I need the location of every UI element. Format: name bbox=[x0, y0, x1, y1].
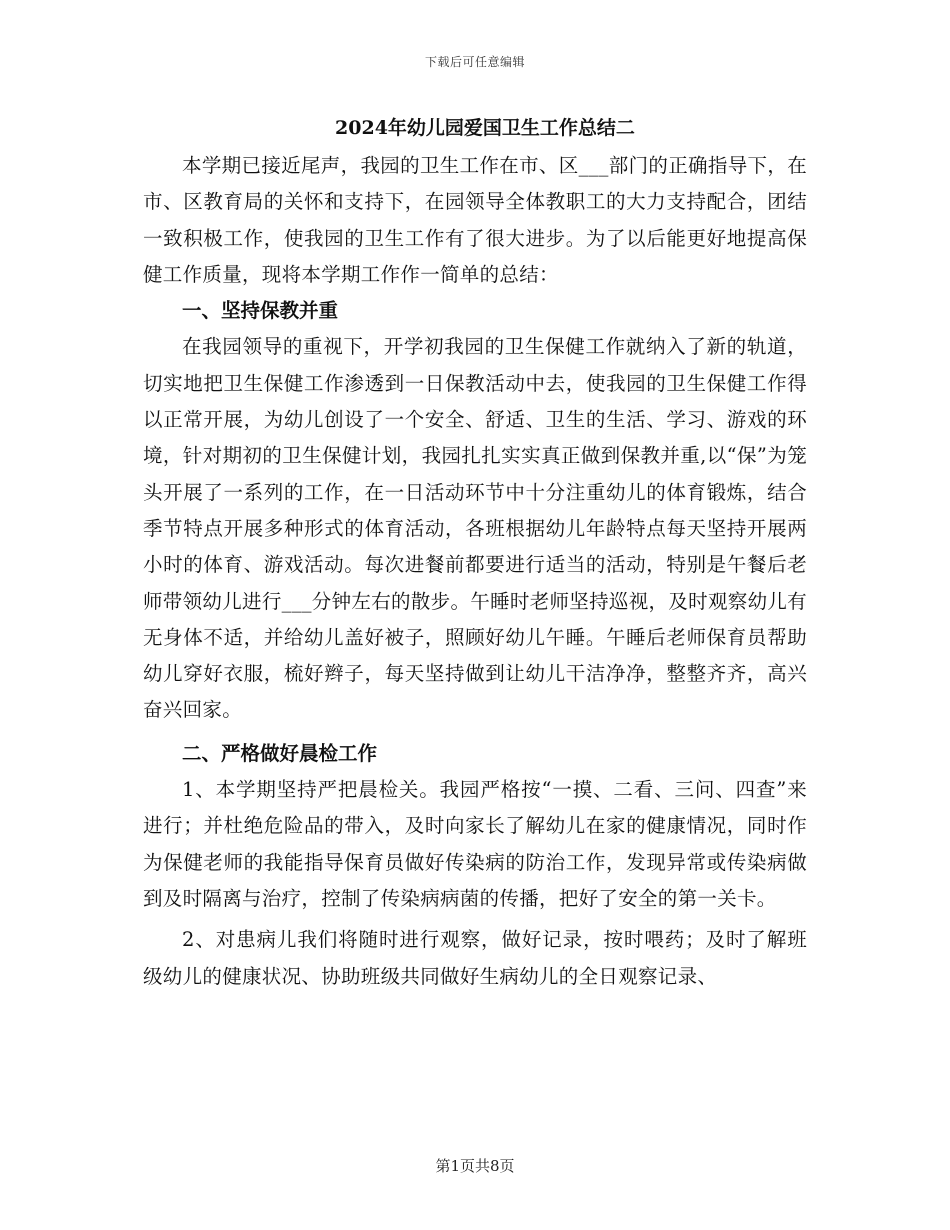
document-title: 2024年幼儿园爱国卫生工作总结二 bbox=[335, 117, 635, 139]
document-body bbox=[143, 113, 807, 995]
paragraph-section-2-item-2: 2、对患病儿我们将随时进行观察，做好记录，按时喂药；及时了解班级幼儿的健康状况、协助班级共同做好生病幼儿的全日观察记录、 bbox=[143, 928, 807, 988]
paragraph-intro: 本学期已接近尾声，我园的卫生工作在市、区___部门的正确指导下，在市、区教育局的关怀和支持下，在园领导全体教职工的大力支持配合，团结一致积极工作，使我园的卫生工作有了很大进步。为了以后能更好地提高保健工作质量，现将本学期工作作一简单的总结： bbox=[143, 154, 807, 286]
paragraph-section-2-item-1: 1、本学期坚持严把晨检关。我园严格按“一摸、二看、三问、四查”来进行；并杜绝危险品的带入，及时向家长了解幼儿在家的健康情况，同时作为保健老师的我能指导保育员做好传染病的防治工作，发现异常或传染病做到及时隔离与治疗，控制了传染病病菌的传播，把好了安全的第一关卡。 bbox=[143, 778, 807, 910]
header-note: 下载后可任意编辑 bbox=[424, 55, 525, 69]
paragraph-section-1: 在我园领导的重视下，开学初我园的卫生保健工作就纳入了新的轨道，切实地把卫生保健工作渗透到一日保教活动中去，使我园的卫生保健工作得以正常开展，为幼儿创设了一个安全、舒适、卫生的生活、学习、游戏的环境，针对期初的卫生保健计划，我园扎扎实实真正做到保教并重,以“保”为笼头开展了一系列的工作，在一日活动环节中十分注重幼儿的体育锻炼，结合季节特点开展多种形式的体育活动，各班根据幼儿年龄特点每天坚持开展两小时的体育、游戏活动。每次进餐前都要进行适当的活动，特别是午餐后老师带领幼儿进行___分钟左右的散步。午睡时老师坚持巡视，及时观察幼儿有无身体不适，并给幼儿盖好被子，照顾好幼儿午睡。午睡后老师保育员帮助幼儿穿好衣服，梳好辫子，每天坚持做到让幼儿干洁净净，整整齐齐，高兴奋兴回家。 bbox=[143, 335, 807, 722]
section-heading-1: 一、坚持保教并重 bbox=[182, 299, 339, 323]
section-heading-2: 二、严格做好晨检工作 bbox=[182, 741, 378, 765]
page-indicator: 第1页共8页 bbox=[435, 1157, 515, 1175]
